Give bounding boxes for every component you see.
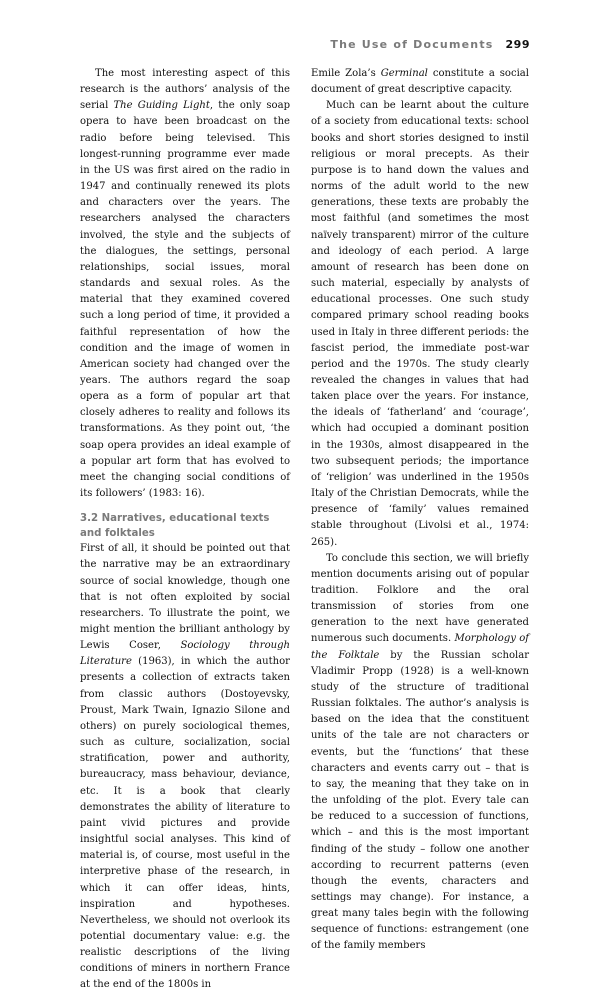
italic-title-germinal: Germinal	[380, 68, 428, 79]
text-run: constitute a social document of great descriptive capacity.	[311, 68, 529, 96]
page-number: 299	[505, 38, 530, 51]
paragraph-educational-texts: Much can be learnt about the culture of a society from educational texts: school books and short stories designed to instil religious or moral precepts. As their purpose is to hand down the values and norms of the adult world to the new generations, these texts are probably the most faithful (and sometimes the most naïvely transparent) mirror of the culture and ideology of each period. A large amount of research has been done on such material, especially by analysts of educational processes. One such study compared primary school reading books used in Italy in three different periods: the fascist period, the immediate post-war period and the 1970s. The study clearly revealed the changes in values that had taken place over the years. For instance, the ideals of ‘fatherland’ and ‘courage’, which had occupied a dominant position in the 1930s, almost disappeared in the two subsequent periods; the importance of ‘religion’ was underlined in the 1950s Italy of the Christian Democrats, while the presence of ‘family’ values remained stable throughout (Livolsi et al., 1974: 265).	[311, 100, 529, 548]
left-column	[80, 66, 290, 994]
right-column	[311, 66, 529, 955]
paragraph-narratives	[80, 541, 290, 993]
section-heading-line-1: 3.2 Narratives, educational texts	[80, 513, 270, 525]
section-heading	[80, 511, 290, 541]
paragraph-soap-opera	[80, 66, 290, 502]
text-run: (1963), in which the author presents a collection of extracts taken from classic authors (Dostoyevsky, Proust, Mark Twain, Ignazio Silone and others) on purely sociological themes, such as culture, socialization, social stratification, power and authority, bureaucracy, mass behaviour, deviance, etc. It is a book that clearly demonstrates the ability of literature to paint vivid pictures and provide insightful social analyses. This kind of material is, of course, most useful in the interpretive phase of the research, in which it can offer ideas, hints, inspiration and hypotheses. Nevertheless, we should not overlook its potential documentary value: e.g. the realistic descriptions of the living conditions of miners in northern France at the end of the 1800s in	[80, 656, 290, 991]
text-run: , the only soap opera to have been broadcast on the radio before being televised. This longest-running programme ever made in the US was first aired on the radio in 1947 and continually renewed its plots and characters over the years. The researchers analysed the characters involved, the style and the subjects of the dialogues, the settings, personal relationships, social issues, moral standards and sexual roles. As the material that they examined covered such a long period of time, it provided a faithful representation of how the condition and the image of women in American society had changed over the years. The authors regard the soap opera as a form of popular art that closely adheres to reality and follows its transformations. As they point out, ‘the soap opera provides an ideal example of a popular art form that has evolved to meet the changing social conditions of its followers’ (1983: 16).	[80, 100, 290, 500]
running-head-title: The Use of Documents	[330, 38, 494, 51]
italic-title-morphology-of-the-folktale: Morphology of the Folktale	[311, 633, 530, 661]
italic-title-sociology-through-literature: Sociology through Literature	[80, 640, 290, 668]
section-heading-line-2: and folktales	[80, 528, 155, 540]
text-run: Emile Zola’s	[311, 68, 381, 79]
running-head	[330, 38, 530, 51]
italic-title-guiding-light: The Guiding Light	[113, 100, 210, 112]
text-run: To conclude this section, we will briefly mention documents arising out of popular tradition. Folklore and the oral transmission of stories from one generation to the next have generated numerous such documents.	[311, 552, 529, 645]
paragraph-folktales	[311, 551, 529, 955]
paragraph-germinal	[311, 66, 529, 98]
text-run: The most interesting aspect of this research is the authors’ analysis of the serial	[80, 68, 290, 112]
text-run: First of all, it should be pointed out that the narrative may be an extraordinary source of social knowledge, though one that is not often exploited by social researchers. To illustrate the point, we might mention the brilliant anthology by Lewis Coser,	[80, 543, 290, 652]
text-run: by the Russian scholar Vladimir Propp (1928) is a well-known study of the structure of traditional Russian folktales. The author’s analysis is based on the idea that the constituent units of the tale are not characters or events, but the ‘functions’ that these characters and events carry out – that is to say, the meaning that they take on in the unfolding of the plot. Every tale can be reduced to a succession of functions, which – and this is the most important finding of the study – follow one another according to recurrent patterns (even though the events, characters and settings may change). For instance, a great many tales begin with the following sequence of functions: estrangement (one of the family members	[311, 649, 529, 952]
